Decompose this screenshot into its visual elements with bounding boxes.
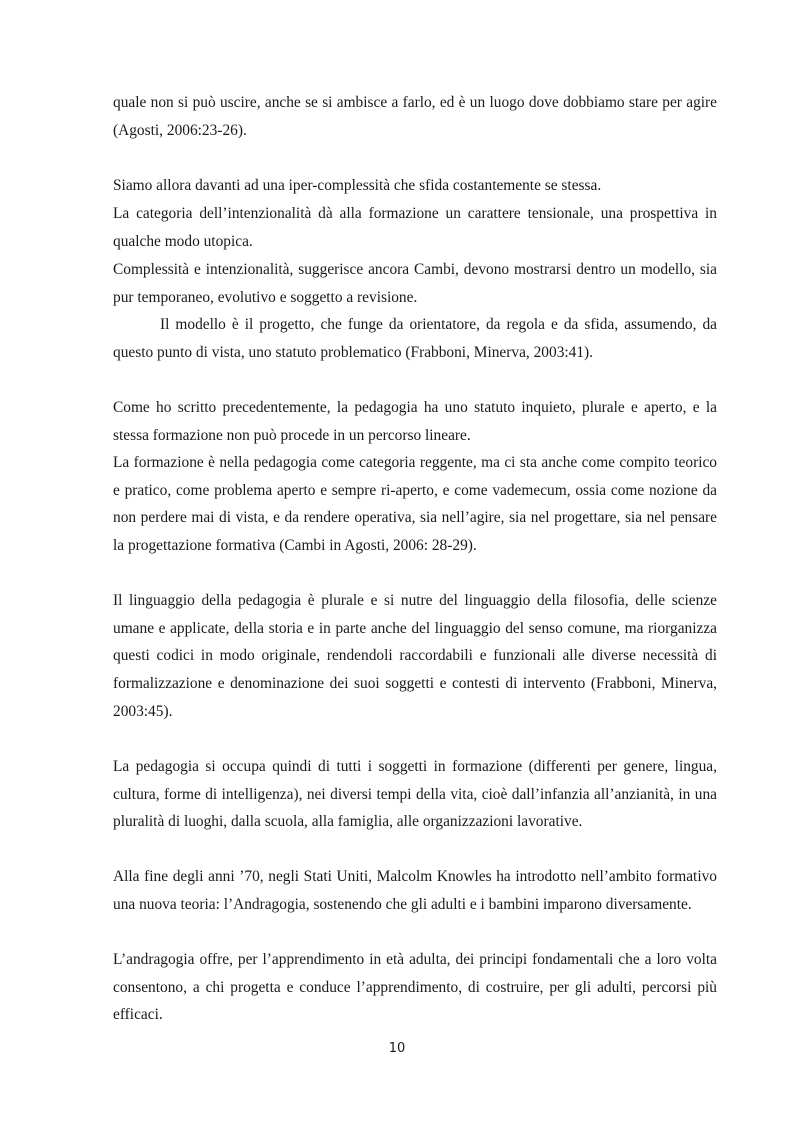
paragraph-statuto-inquieto: Come ho scritto precedentemente, la pedagogia ha uno statuto inquieto, plurale e aperto, e la stessa formazione non può procede in un percorso lineare. (113, 399, 717, 444)
paragraph-knowles: Alla fine degli anni ’70, negli Stati Uniti, Malcolm Knowles ha introdotto nell’ambito formativo una nuova teoria: l’Andragogia, sostenendo che gli adulti e i bambini imparono diversamente. (113, 868, 717, 913)
page-number: 10 (388, 1041, 406, 1056)
paragraph-complessita-modello: Complessità e intenzionalità, suggerisce ancora Cambi, devono mostrarsi dentro un modello, sia pur temporaneo, evolutivo e soggetto a revisione. (113, 261, 717, 306)
paragraph-andragogia: L’andragogia offre, per l’apprendimento in età adulta, dei principi fondamentali che a loro volta consentono, a chi progetta e conduce l’apprendimento, di costruire, per gli adulti, percorsi più efficaci. (113, 951, 717, 1024)
paragraph-soggetti-formazione: La pedagogia si occupa quindi di tutti i soggetti in formazione (differenti per genere, lingua, cultura, forme di intelligenza), nei diversi tempi della vita, cioè dall’infanzia all’anzianità, in una pluralità di luoghi, dalla scuola, alla famiglia, alle organizzazioni lavorative. (113, 758, 717, 831)
paragraph-agire: quale non si può uscire, anche se si ambisce a farlo, ed è un luogo dove dobbiamo stare per agire (Agosti, 2006:23-26). (113, 94, 717, 139)
paragraph-modello-progetto: Il modello è il progetto, che funge da orientatore, da regola e da sfida, assumendo, da questo punto di vista, uno statuto problematico (Frabboni, Minerva, 2003:41). (113, 316, 717, 361)
paragraph-linguaggio: Il linguaggio della pedagogia è plurale e si nutre del linguaggio della filosofia, delle scienze umane e applicate, della storia e in parte anche del linguaggio del senso comune, ma riorganizza questi codici in modo originale, rendendoli raccordabili e funzionali alle diverse necessità di formalizzazione e denominazione dei suoi soggetti e contesti di intervento (Frabboni, Minerva, 2003:45). (113, 592, 717, 720)
paragraph-iper-complessita: Siamo allora davanti ad una iper-complessità che sfida costantemente se stessa. (113, 177, 602, 194)
paragraph-intenzionalita: La categoria dell’intenzionalità dà alla formazione un carattere tensionale, una prospettiva in qualche modo utopica. (113, 205, 717, 250)
paragraph-formazione-categoria: La formazione è nella pedagogia come categoria reggente, ma ci sta anche come compito teorico e pratico, come problema aperto e sempre ri-aperto, e come vademecum, ossia come nozione da non perdere mai di vista, e da rendere operativa, sia nell’agire, sia nel progettare, sia nel pensare la progettazione formativa (Cambi in Agosti, 2006: 28-29). (113, 454, 717, 555)
